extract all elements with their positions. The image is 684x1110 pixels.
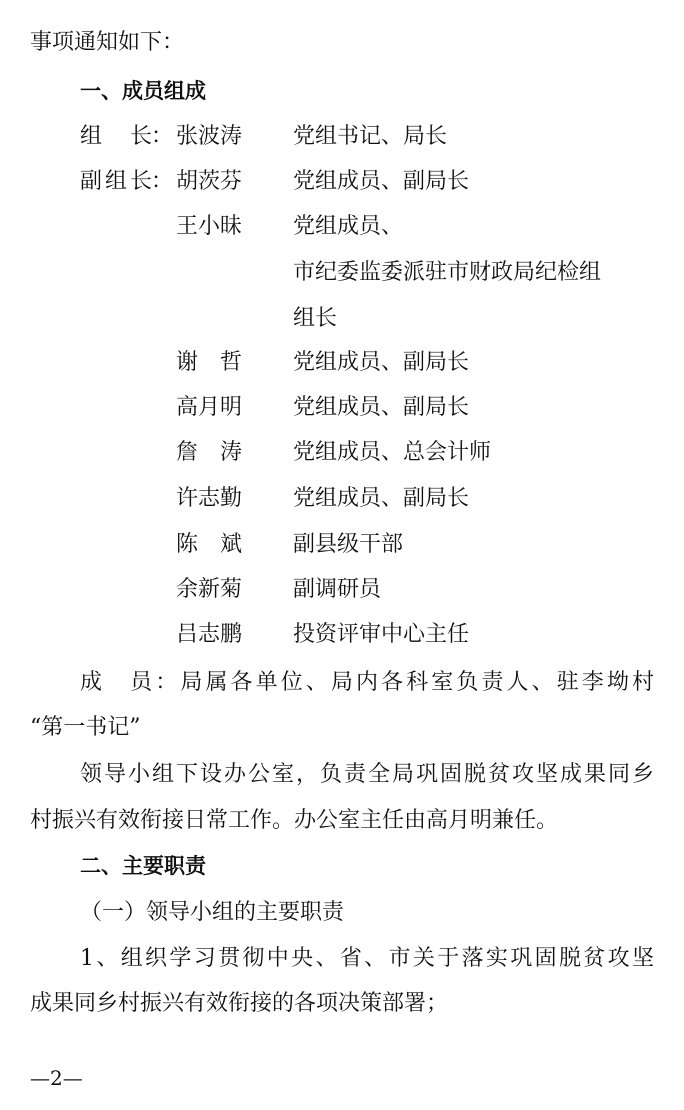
members-line: “第一书记” bbox=[30, 715, 141, 740]
deputy-title-line: 党组成员、 bbox=[293, 214, 404, 239]
members-line: 成 员：局属各单位、局内各科室负责人、驻李坳村 bbox=[80, 670, 654, 695]
item-1-line: 成果同乡村振兴有效衔接的各项决策部署； bbox=[30, 991, 449, 1016]
deputy-title: 党组成员、副局长 bbox=[293, 350, 470, 375]
deputy-name: 谢哲 bbox=[176, 350, 242, 375]
deputy-name: 陈斌 bbox=[176, 532, 242, 557]
deputy-title: 党组成员、总会计师 bbox=[293, 440, 492, 465]
leader-colon: ： bbox=[151, 124, 174, 149]
deputy-title: 投资评审中心主任 bbox=[293, 622, 470, 647]
deputy-name: 詹涛 bbox=[176, 440, 242, 465]
deputy-name: 高月明 bbox=[176, 395, 243, 420]
deputy-colon: ： bbox=[151, 169, 174, 194]
deputy-title-line: 组长 bbox=[293, 306, 338, 331]
leader-title: 党组书记、局长 bbox=[293, 124, 448, 149]
deputy-title: 党组成员、副局长 bbox=[293, 395, 470, 420]
deputy-name: 余新菊 bbox=[176, 577, 243, 602]
intro-text: 事项通知如下： bbox=[30, 30, 185, 55]
office-paragraph-line: 领导小组下设办公室，负责全局巩固脱贫攻坚成果同乡 bbox=[80, 762, 654, 787]
deputy-name: 王小昧 bbox=[176, 214, 243, 239]
deputy-title: 副调研员 bbox=[293, 577, 382, 602]
deputy-title: 副县级干部 bbox=[293, 532, 404, 557]
deputy-title: 党组成员、副局长 bbox=[293, 486, 470, 511]
deputy-title-line: 市纪委监委派驻市财政局纪检组 bbox=[293, 260, 602, 285]
leader-name: 张波涛 bbox=[176, 124, 243, 149]
page-number: —2— bbox=[30, 1066, 83, 1090]
deputy-label: 副组长 bbox=[80, 169, 152, 194]
deputy-name: 吕志鹏 bbox=[176, 622, 243, 647]
section2-subheading: （一）领导小组的主要职责 bbox=[80, 900, 345, 925]
item-1-line: 1、组织学习贯彻中央、省、市关于落实巩固脱贫攻坚 bbox=[80, 946, 654, 971]
section1-heading: 一、成员组成 bbox=[80, 79, 206, 103]
leader-label: 组 长 bbox=[80, 124, 152, 149]
section2-heading: 二、主要职责 bbox=[80, 854, 206, 878]
deputy-name: 胡茨芬 bbox=[176, 169, 243, 194]
deputy-title: 党组成员、副局长 bbox=[293, 169, 470, 194]
deputy-name: 许志勤 bbox=[176, 486, 243, 511]
office-paragraph-line: 村振兴有效衔接日常工作。办公室主任由高月明兼任。 bbox=[30, 808, 559, 833]
